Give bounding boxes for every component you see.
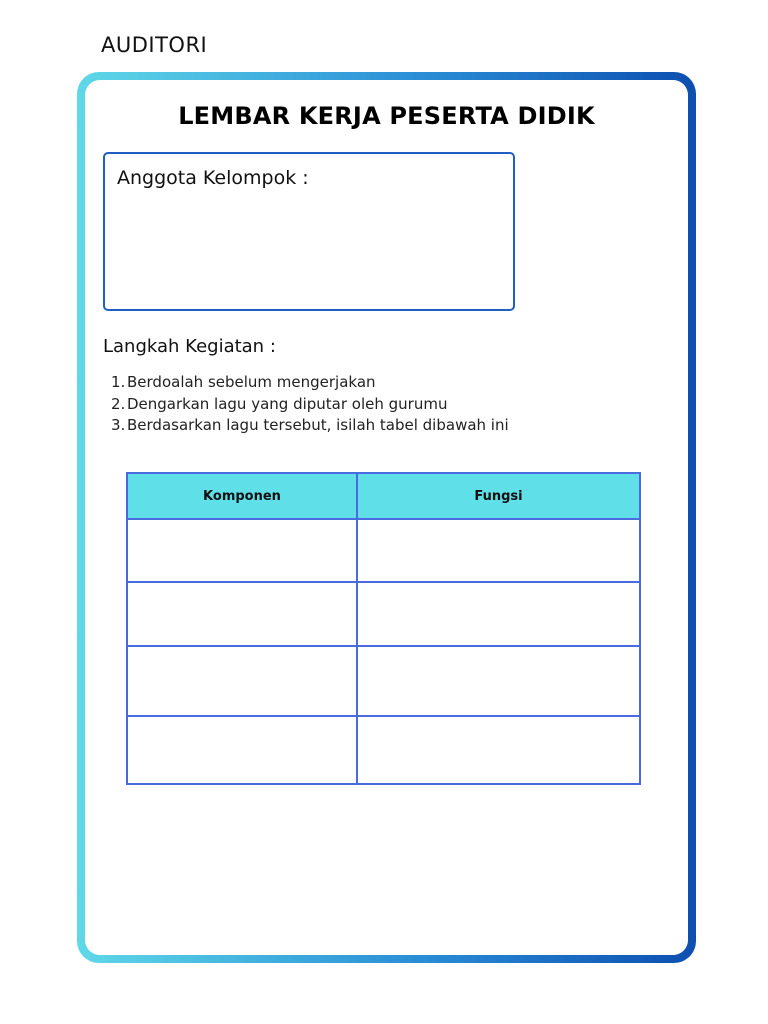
table-cell-fungsi[interactable] bbox=[357, 646, 640, 716]
table-cell-fungsi[interactable] bbox=[357, 519, 640, 582]
worksheet-content bbox=[85, 80, 688, 955]
table-cell-komponen[interactable] bbox=[127, 519, 357, 582]
document-label: AUDITORI bbox=[101, 33, 208, 57]
step-number: 2. bbox=[111, 394, 126, 413]
worksheet-frame bbox=[77, 72, 696, 963]
table-cell-komponen[interactable] bbox=[127, 646, 357, 716]
column-header-fungsi: Fungsi bbox=[357, 473, 640, 519]
table-cell-fungsi[interactable] bbox=[357, 582, 640, 646]
group-members-label: Anggota Kelompok : bbox=[117, 167, 309, 189]
table-cell-komponen[interactable] bbox=[127, 582, 357, 646]
step-number: 1. bbox=[111, 373, 126, 391]
step-text: Berdasarkan lagu tersebut, isilah tabel dibawah ini bbox=[127, 416, 509, 434]
table-cell-komponen[interactable] bbox=[127, 716, 357, 784]
component-function-table bbox=[126, 472, 641, 785]
steps-list bbox=[111, 372, 509, 437]
step-text: Berdoalah sebelum mengerjakan bbox=[127, 373, 376, 391]
table-row bbox=[127, 646, 640, 716]
step-item bbox=[111, 415, 509, 437]
worksheet-title: LEMBAR KERJA PESERTA DIDIK bbox=[178, 102, 595, 130]
column-header-komponen: Komponen bbox=[127, 473, 357, 519]
step-text: Dengarkan lagu yang diputar oleh gurumu bbox=[127, 394, 448, 413]
table-header-row bbox=[127, 473, 640, 519]
table-row bbox=[127, 519, 640, 582]
step-item bbox=[111, 394, 509, 416]
group-members-box[interactable] bbox=[103, 152, 515, 311]
table-cell-fungsi[interactable] bbox=[357, 716, 640, 784]
table-row bbox=[127, 716, 640, 784]
steps-heading: Langkah Kegiatan : bbox=[103, 336, 276, 357]
step-number: 3. bbox=[111, 416, 126, 434]
step-item bbox=[111, 372, 509, 394]
table-row bbox=[127, 582, 640, 646]
